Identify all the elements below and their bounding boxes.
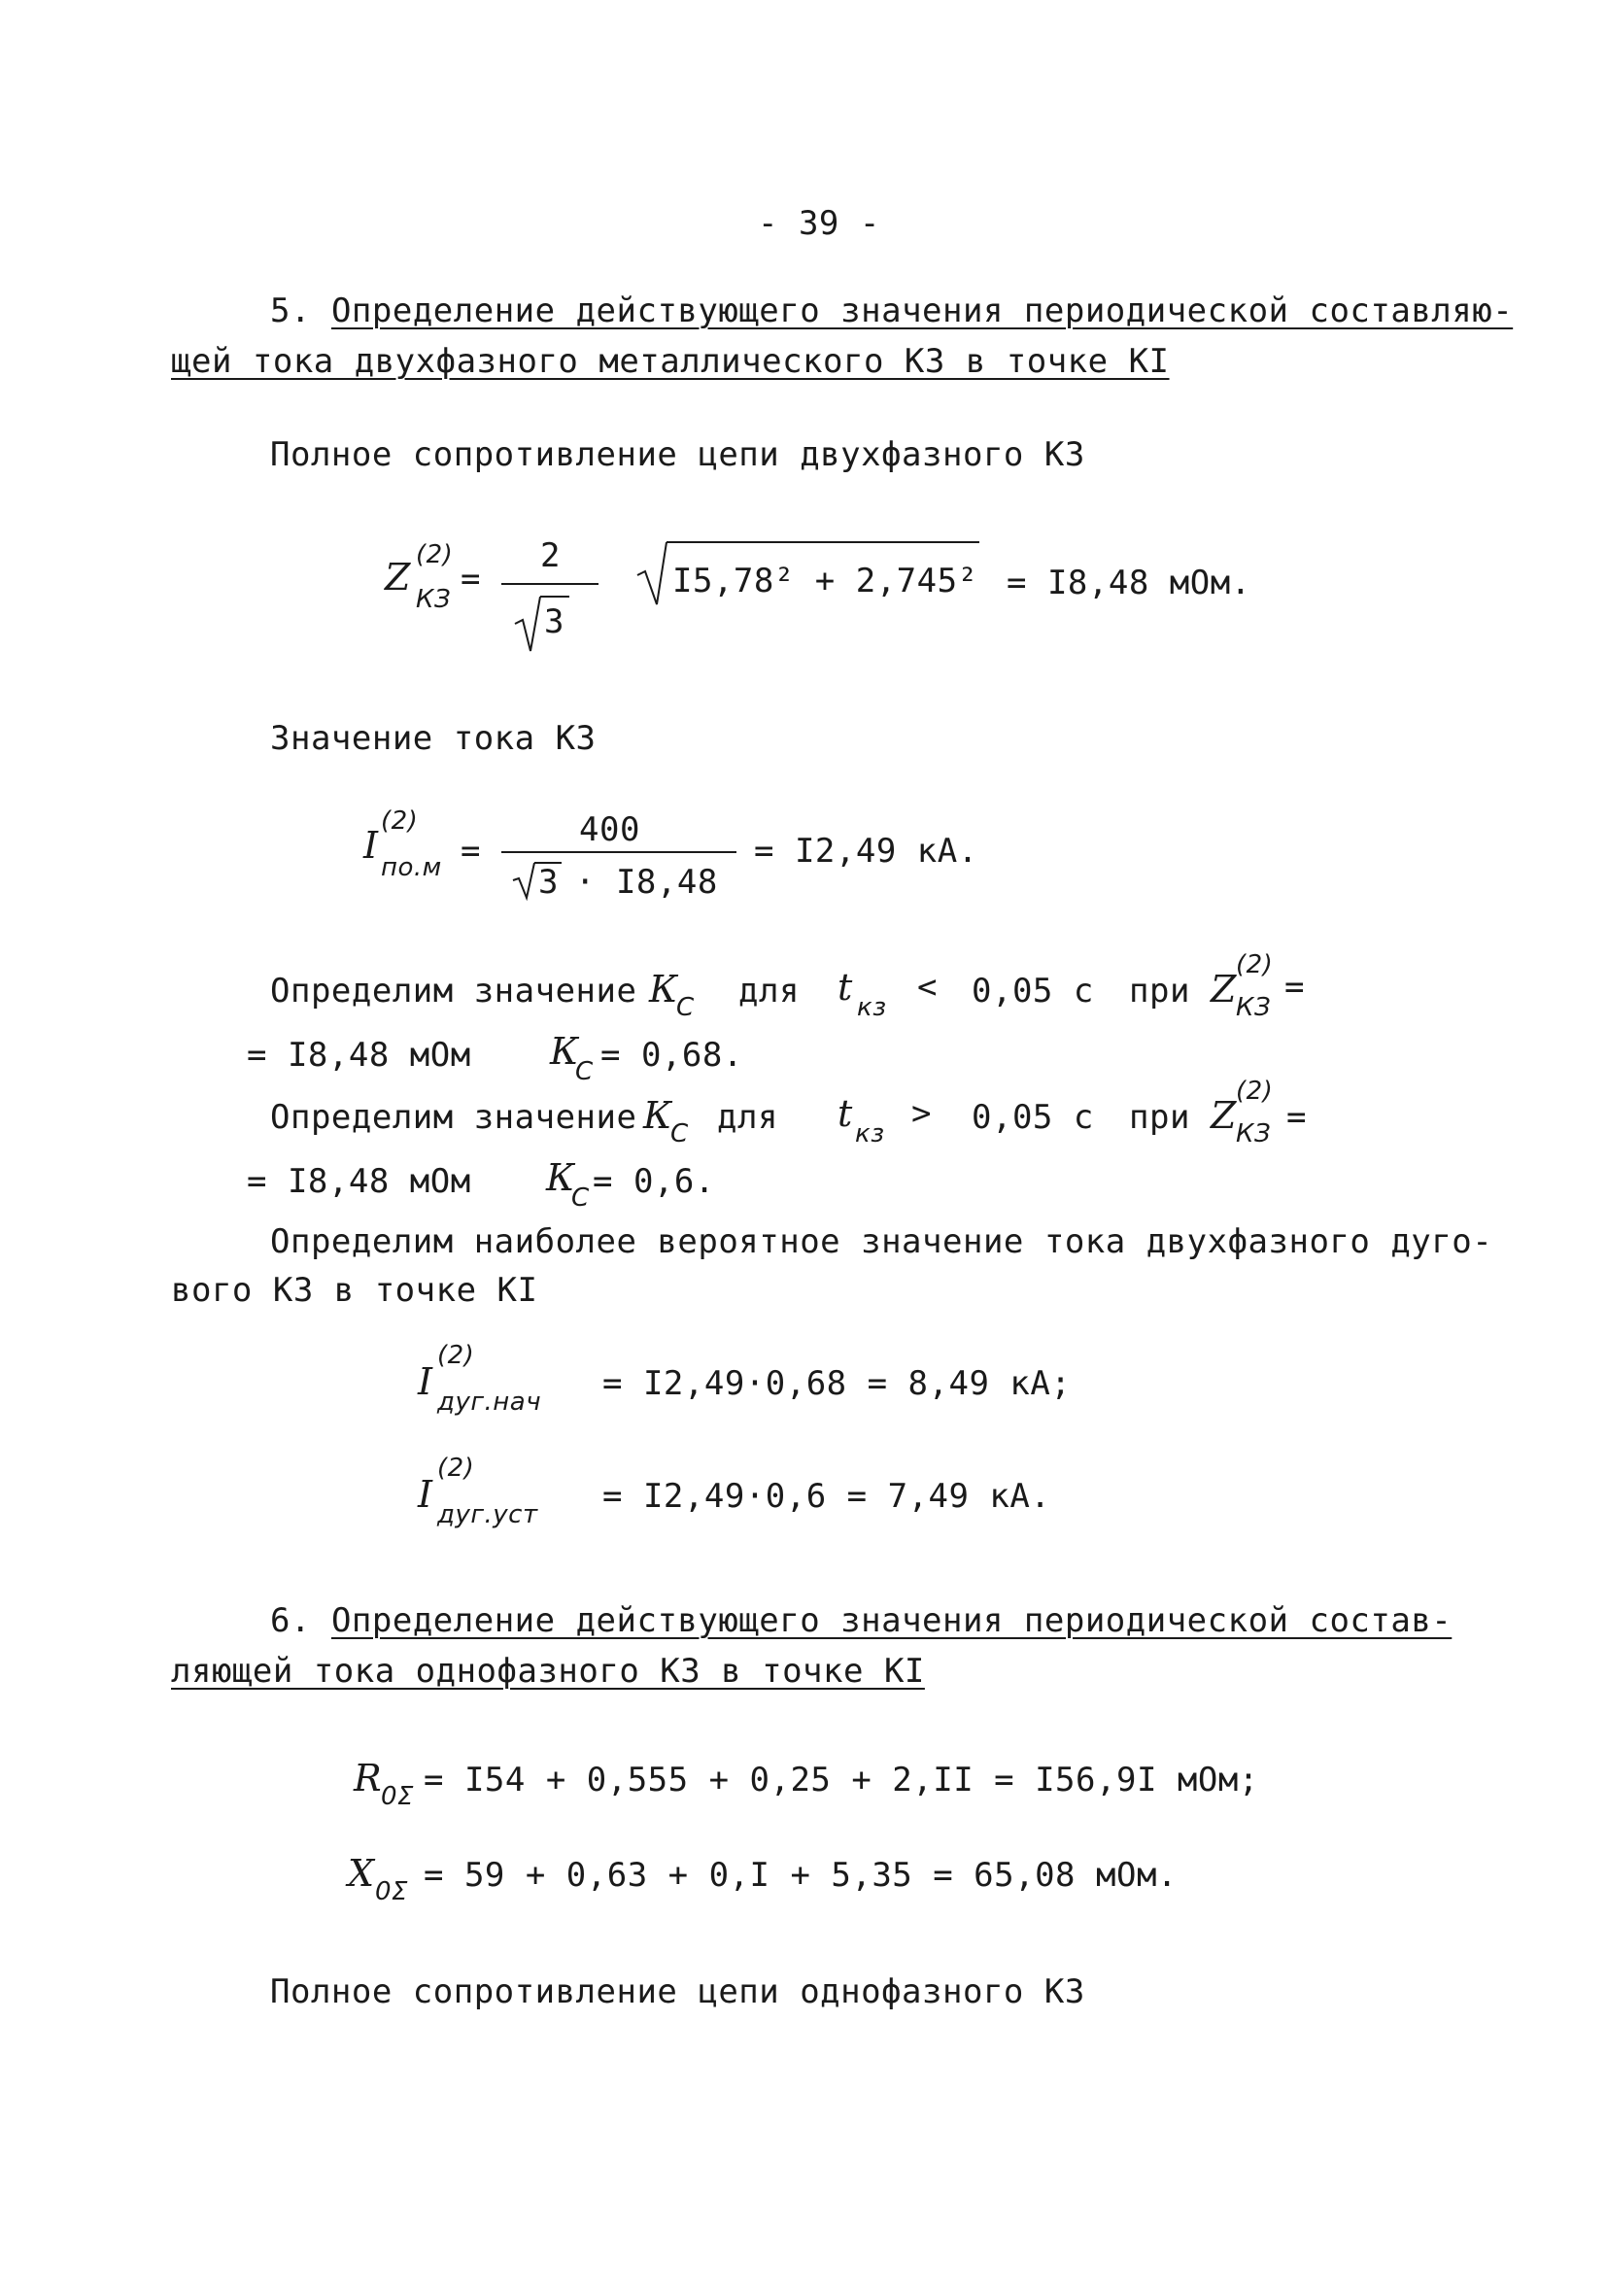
kc2-dlya: для <box>717 1098 778 1137</box>
kc1-equals: = <box>1284 968 1305 1007</box>
section-6-title-part1: Определение действующего значения периодической состав- <box>330 1601 1453 1640</box>
section-6-number: 6. <box>270 1601 311 1640</box>
paragraph-full-resistance-2ph: Полное сопротивление цепи двухфазного КЗ <box>270 435 1085 474</box>
eq-r0-subscript: 0Σ <box>381 1782 414 1811</box>
eq-arc-steady-sub: дуг.уст <box>437 1500 538 1529</box>
kc2-z-sub: КЗ <box>1236 1119 1272 1148</box>
eq-arc-start-sup: (2) <box>437 1341 475 1370</box>
kc2-equals: = <box>1286 1098 1307 1137</box>
eq-i-den-rest: · I8,48 <box>575 863 718 902</box>
kc1-z-sub: КЗ <box>1236 993 1272 1022</box>
paragraph-full-resistance-1ph: Полное сопротивление цепи однофазного КЗ <box>270 1972 1085 2011</box>
eq-i-den-root: 3 <box>538 863 559 902</box>
kc1-line2-result: = 0,68. <box>600 1036 743 1075</box>
kc1-k-sub: С <box>676 993 695 1022</box>
page-number: - 39 - <box>758 204 880 243</box>
kc2-lead: Определим значение <box>270 1098 637 1137</box>
kc2-line2-value: = I8,48 мОм <box>247 1162 471 1201</box>
kc1-t: t <box>838 966 853 1009</box>
eq-i-numerator: 400 <box>579 810 640 849</box>
eq-i-result: = I2,49 кА. <box>754 832 978 871</box>
kc2-value: 0,05 с <box>972 1098 1094 1137</box>
paragraph-current-value: Значение тока КЗ <box>270 719 597 758</box>
eq-r0-symbol: R <box>354 1757 383 1799</box>
paragraph-probable-line1: Определим наиболее вероятное значение тока двухфазного дуго- <box>270 1222 1493 1261</box>
kc1-operator: < <box>917 968 938 1007</box>
section-6-heading-line2 <box>171 1652 925 1691</box>
eq-z-equals: = <box>461 560 481 599</box>
section-6-heading-line1 <box>270 1601 1452 1640</box>
eq-arc-start-rhs: = I2,49·0,68 = 8,49 кА; <box>602 1364 1072 1403</box>
paragraph-probable-line2: вого КЗ в точке КI <box>171 1271 538 1310</box>
eq-arc-start-symbol: I <box>418 1360 433 1403</box>
eq-z-radicand: I5,78² + 2,745² <box>672 562 978 600</box>
kc1-lead: Определим значение <box>270 972 637 1011</box>
section-5-title-part2: щей тока двухфазного металлического КЗ в точке КI <box>171 342 1170 381</box>
eq-z-symbol: Z <box>385 556 411 599</box>
kc1-value: 0,05 с <box>972 972 1094 1011</box>
eq-z-numerator: 2 <box>540 536 561 575</box>
eq-z-result: = I8,48 мОм. <box>1007 564 1251 602</box>
eq-i-equals: = <box>461 832 481 871</box>
kc2-t-sub: кз <box>855 1119 885 1148</box>
kc2-t: t <box>838 1092 853 1135</box>
eq-z-den-radical-icon <box>513 595 542 653</box>
eq-arc-steady-rhs: = I2,49·0,6 = 7,49 кА. <box>602 1477 1051 1516</box>
eq-z-fraction-bar <box>501 583 598 585</box>
kc2-operator: > <box>911 1094 932 1133</box>
section-5-heading-line2 <box>171 342 1170 381</box>
kc2-k-sub: С <box>670 1119 689 1148</box>
kc2-line2-k: К <box>546 1156 575 1199</box>
kc1-t-sub: кз <box>857 993 887 1022</box>
kc1-line2-k: К <box>550 1030 579 1073</box>
kc1-z: Z <box>1211 968 1237 1011</box>
kc1-line2-value: = I8,48 мОм <box>247 1036 471 1075</box>
eq-i-superscript: (2) <box>381 806 419 836</box>
eq-i-subscript: по.м <box>381 853 442 882</box>
kc2-pri: при <box>1129 1098 1190 1137</box>
eq-x0-symbol: X <box>348 1852 375 1895</box>
kc1-line2-k-sub: С <box>575 1057 594 1086</box>
kc1-k: К <box>649 968 678 1011</box>
kc2-k: К <box>643 1094 672 1137</box>
eq-x0-subscript: 0Σ <box>375 1877 408 1906</box>
kc2-z: Z <box>1211 1094 1237 1137</box>
kc2-line2-result: = 0,6. <box>593 1162 715 1201</box>
kc1-pri: при <box>1129 972 1190 1011</box>
eq-z-denominator: 3 <box>544 602 564 641</box>
eq-z-superscript: (2) <box>416 540 454 569</box>
eq-arc-steady-symbol: I <box>418 1473 433 1516</box>
eq-z-subscript: КЗ <box>416 585 452 614</box>
section-5-heading-line1 <box>270 291 1513 330</box>
section-6-title-part2: ляющей тока однофазного КЗ в точке КI <box>171 1652 925 1691</box>
section-5-title-part1: Определение действующего значения периодической составляю- <box>330 291 1514 330</box>
eq-i-fraction-bar <box>501 851 736 853</box>
eq-r0-rhs: = I54 + 0,555 + 0,25 + 2,II = I56,9I мОм; <box>424 1761 1259 1799</box>
section-5-number: 5. <box>270 291 311 330</box>
eq-x0-rhs: = 59 + 0,63 + 0,I + 5,35 = 65,08 мОм. <box>424 1856 1178 1895</box>
eq-arc-steady-sup: (2) <box>437 1454 475 1483</box>
eq-i-symbol: I <box>363 824 379 867</box>
kc1-dlya: для <box>738 972 800 1011</box>
kc2-line2-k-sub: С <box>571 1183 590 1213</box>
kc2-z-sup: (2) <box>1236 1077 1274 1106</box>
eq-arc-start-sub: дуг.нач <box>437 1388 542 1417</box>
kc1-z-sup: (2) <box>1236 950 1274 979</box>
